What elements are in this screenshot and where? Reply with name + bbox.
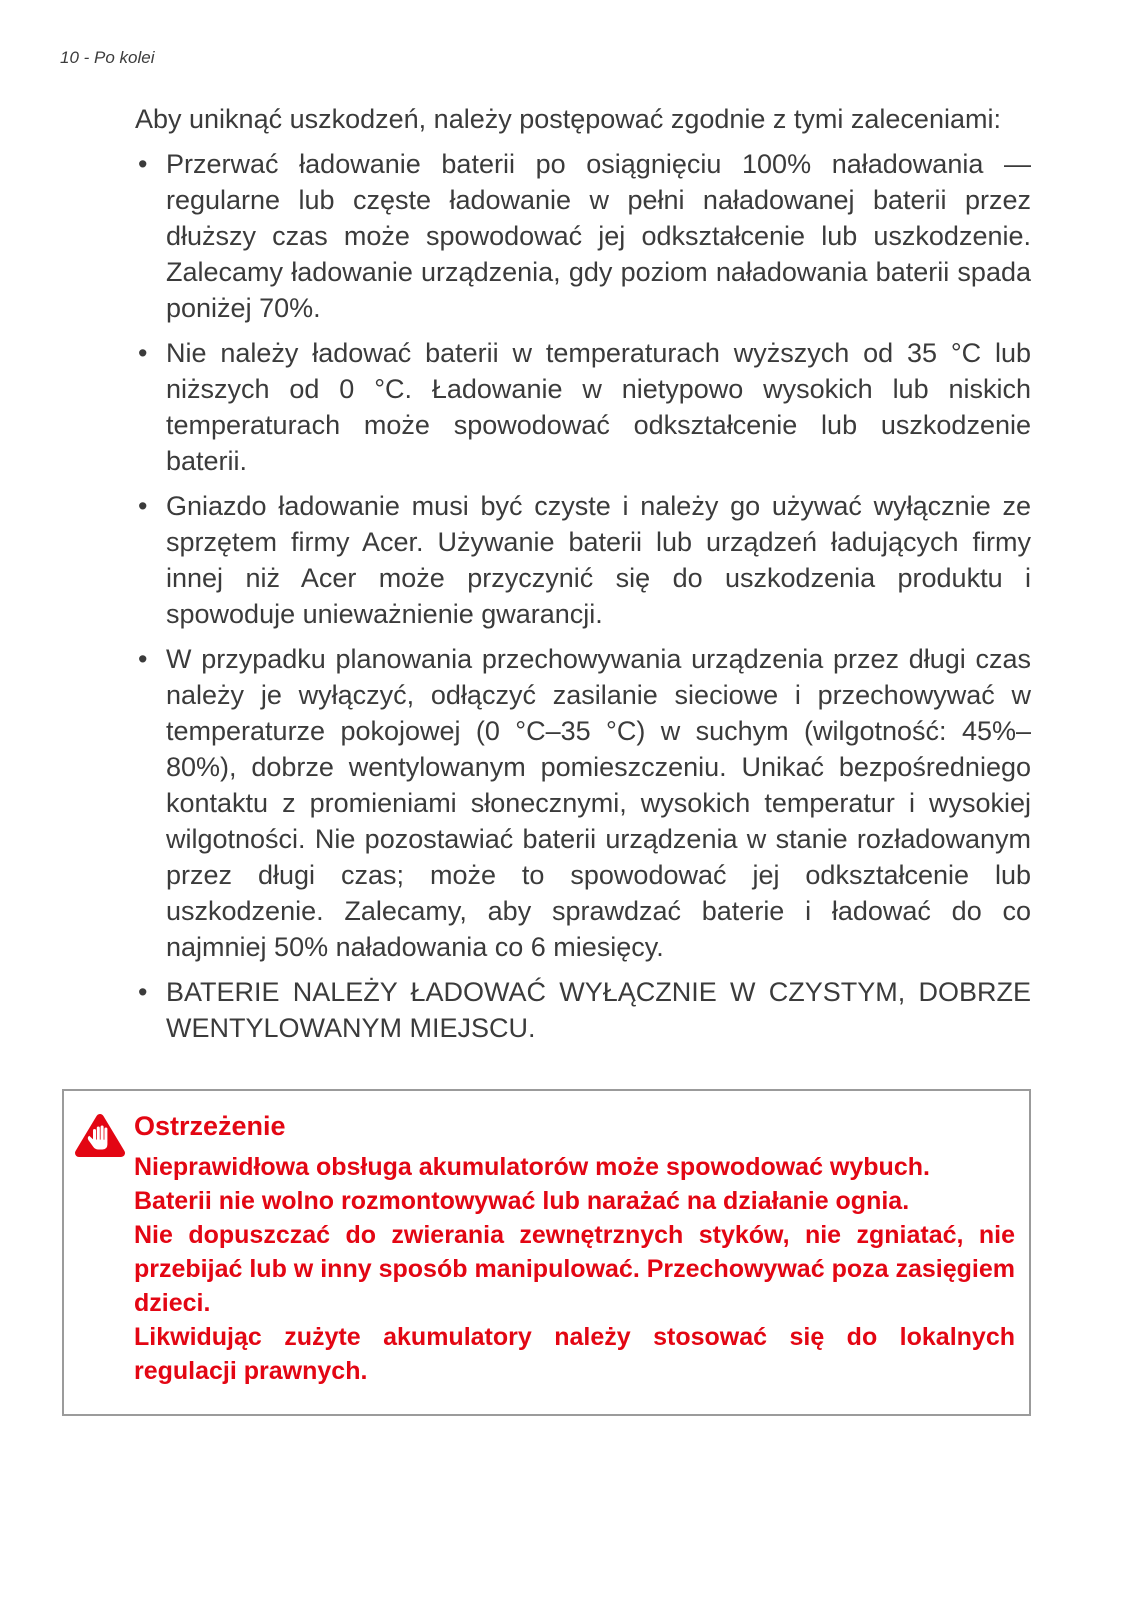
bullet-list [135,146,1031,1046]
list-item [135,641,1031,965]
bullet-text: Gniazdo ładowanie musi być czyste i należy go używać wyłącznie ze sprzętem firmy Acer. Używanie baterii lub urządzeń ładujących firmy innej niż Acer może przyczynić się do uszkodzenia produktu i spowoduje unieważnienie gwarancji. [166,491,1031,629]
warning-paragraph: Baterii nie wolno rozmontowywać lub narażać na działanie ognia. [134,1187,910,1215]
bullet-text: Nie należy ładować baterii w temperaturach wyższych od 35 °C lub niższych od 0 °C. Ładowanie w nietypowo wysokich lub niskich temperaturach może spowodować odkształcenie lub uszkodzenie baterii. [166,338,1031,476]
warning-paragraph: Nieprawidłowa obsługa akumulatorów może spowodować wybuch. [134,1153,930,1181]
list-item [135,335,1031,479]
warning-text [134,1150,1015,1388]
warning-hand-icon [74,1111,126,1159]
intro-paragraph: Aby uniknąć uszkodzeń, należy postępować zgodnie z tymi zaleceniami: [135,104,1001,134]
warning-box [62,1089,1031,1416]
warning-title: Ostrzeżenie [134,1111,286,1141]
warning-paragraph: Likwidując zużyte akumulatory należy stosować się do lokalnych regulacji prawnych. [134,1323,1015,1385]
bullet-text: Przerwać ładowanie baterii po osiągnięciu 100% naładowania — regularne lub częste ładowanie w pełni naładowanej baterii przez dłuższy czas może spowodować jej odkształcenie lub uszkodzenie. Zalecamy ładowanie urządzenia, gdy poziom naładowania baterii spada poniżej 70%. [166,149,1031,323]
bullet-marker: • [138,491,148,521]
warning-paragraph: Nie dopuszczać do zwierania zewnętrznych styków, nie zgniatać, nie przebijać lub w inny sposób manipulować. Przechowywać poza zasięgiem dzieci. [134,1221,1015,1317]
bullet-text: BATERIE NALEŻY ŁADOWAĆ WYŁĄCZNIE W CZYSTYM, DOBRZE WENTYLOWANYM MIEJSCU. [166,977,1031,1043]
bullet-marker: • [138,338,148,368]
bullet-text: W przypadku planowania przechowywania urządzenia przez długi czas należy je wyłączyć, odłączyć zasilanie sieciowe i przechowywać w temperaturze pokojowej (0 °C–35 °C) w suchym (wilgotność: 45%–80%), dobrze wentylowanym pomieszczeniu. Unikać bezpośredniego kontaktu z promieniami słonecznymi, wysokich temperatur i wysokiej wilgotności. Nie pozostawiać baterii urządzenia w stanie rozładowanym przez długi czas; może to spowodować jej odkształcenie lub uszkodzenie. Zalecamy, aby sprawdzać baterie i ładować do co najmniej 50% naładowania co 6 miesięcy. [166,644,1031,962]
list-item [135,488,1031,632]
bullet-marker: • [138,644,148,674]
bullet-marker: • [138,977,148,1007]
page-header: 10 - Po kolei [60,48,155,67]
list-item [135,146,1031,326]
page-content [135,101,1031,1055]
bullet-marker: • [138,149,148,179]
list-item [135,974,1031,1046]
